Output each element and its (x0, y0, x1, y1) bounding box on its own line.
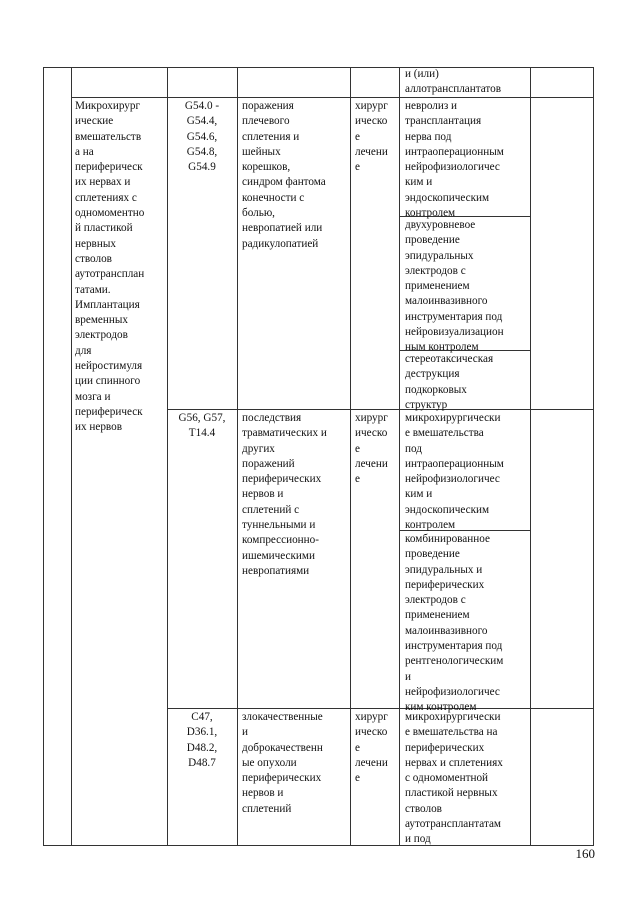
group-separator-1 (167, 409, 593, 410)
col-border-6 (530, 67, 531, 846)
method-tail-text: и (или) аллотрансплантатов (405, 68, 502, 96)
col-border-7 (593, 67, 594, 846)
group3-condition: злокачественные и доброкачественн ые опухоли периферических нервов и сплетений (242, 711, 323, 815)
group1-codes: G54.0 - G54.4, G54.6, G54.8, G54.9 (184, 100, 220, 174)
group2-method-2: комбинированное проведение эпидуральных и периферических электродов с применением малоинвазивного инструментария под рентгенологическим и нейрофизиологичес ким контролем (405, 533, 504, 714)
group1-method-2: двухуровневое проведение эпидуральных электродов с применением малоинвазивного инструментария под нейровизуализацион ным контролем (405, 219, 504, 354)
col-border-0 (43, 67, 44, 846)
group1-method-3: стереотаксическая деструкция подкорковых структур (405, 353, 494, 411)
group2-method-1: микрохирургически е вмешательства под интраоперационным нейрофизиологичес ким и эндоскопическим контролем (405, 412, 504, 532)
group2-codes: G56, G57, T14.4 (178, 412, 226, 440)
col-border-1 (71, 67, 72, 846)
col-border-5 (399, 67, 400, 846)
group3-codes: C47, D36.1, D48.2, D48.7 (186, 711, 218, 769)
group1-method-1: невролиз и трансплантация нерва под интраоперационным нейрофизиологичес ким и эндоскопическим контролем (405, 100, 504, 220)
group3-method-1: микрохирургически е вмешательства на периферических нервах и сплетениях с одномоментной пластикой нервных стволов аутотрансплантатам и под (405, 711, 503, 846)
group3-treatment: хирург ическо е лечени е (355, 711, 388, 785)
group1-treatment: хирург ическо е лечени е (355, 100, 388, 174)
col-border-3 (237, 67, 238, 846)
group1-condition: поражения плечевого сплетения и шейных корешков, синдром фантома конечности с болью, невропатией или радикулопатией (242, 100, 326, 250)
section-title: Микрохирург ические вмешательств а на периферическ их нервах и сплетениях с одномоментно й пластикой нервных стволов аутотрансплан татами. Имплантация временных электродов для нейростимуля ции спинного мозга и периферическ их нервов (75, 100, 145, 434)
group2-treatment: хирург ическо е лечени е (355, 412, 388, 486)
col-border-4 (350, 67, 351, 846)
group-separator-2 (167, 708, 593, 709)
group2-condition: последствия травматических и других поражений периферических нервов и сплетений с туннельными и компрессионно- ишемическими невропатиями (242, 412, 327, 577)
page-number: 160 (575, 846, 595, 861)
